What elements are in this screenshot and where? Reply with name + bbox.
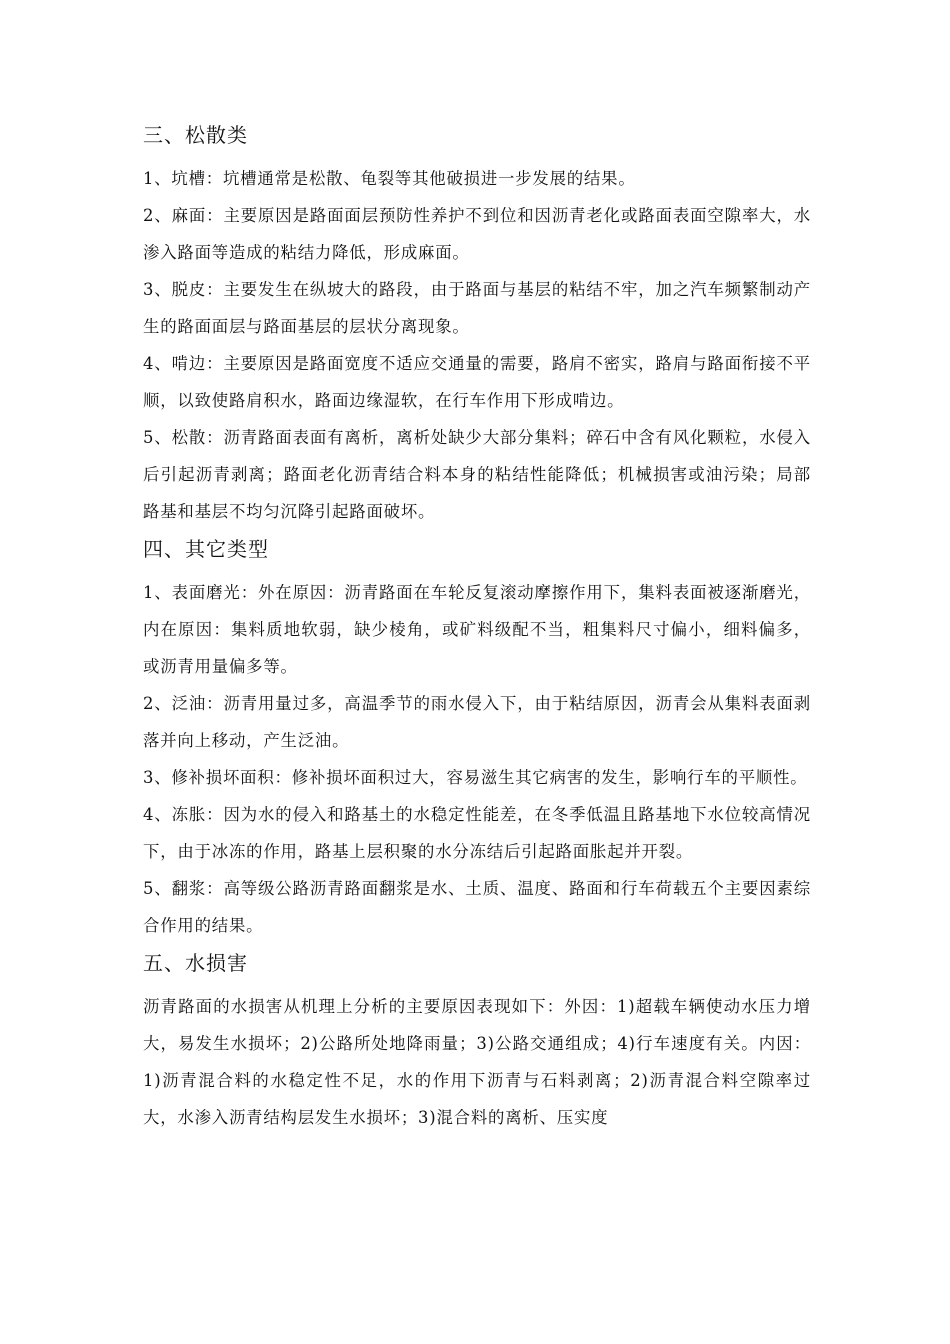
paragraph: 4、冻胀：因为水的侵入和路基土的水稳定性能差，在冬季低温且路基地下水位较高情况下，由于冰冻的作用，路基上层积聚的水分冻结后引起路面胀起并开裂。 (143, 805, 811, 861)
paragraph: 2、麻面：主要原因是路面面层预防性养护不到位和因沥青老化或路面表面空隙率大，水渗入路面等造成的粘结力降低，形成麻面。 (143, 206, 811, 262)
paragraph: 1、坑槽：坑槽通常是松散、龟裂等其他破损进一步发展的结果。 (143, 169, 636, 188)
document-body (143, 120, 811, 1136)
section-heading: 四、其它类型 (143, 537, 269, 561)
paragraph: 沥青路面的水损害从机理上分析的主要原因表现如下：外因：1)超载车辆使动水压力增大，易发生水损坏；2)公路所处地降雨量；3)公路交通组成；4)行车速度有关。内因：1)沥青混合料的水稳定性不足，水的作用下沥青与石料剥离；2)沥青混合料空隙率过大，水渗入沥青结构层发生水损坏；3)混合料的离析、压实度 (143, 997, 811, 1127)
paragraph: 3、脱皮：主要发生在纵坡大的路段，由于路面与基层的粘结不牢，加之汽车频繁制动产生的路面面层与路面基层的层状分离现象。 (143, 280, 811, 336)
section-loose (143, 120, 811, 530)
section-heading: 三、松散类 (143, 123, 248, 147)
section-heading: 五、水损害 (143, 951, 248, 975)
paragraph: 1、表面磨光：外在原因：沥青路面在车轮反复滚动摩擦作用下，集料表面被逐渐磨光，内在原因：集料质地软弱，缺少棱角，或矿料级配不当，粗集料尺寸偏小，细料偏多，或沥青用量偏多等。 (143, 583, 811, 676)
paragraph: 2、泛油：沥青用量过多，高温季节的雨水侵入下，由于粘结原因，沥青会从集料表面剥落并向上移动，产生泛油。 (143, 694, 811, 750)
section-water-damage (143, 948, 811, 1136)
paragraph: 4、啃边：主要原因是路面宽度不适应交通量的需要，路肩不密实，路肩与路面衔接不平顺，以致使路肩积水，路面边缘湿软，在行车作用下形成啃边。 (143, 354, 811, 410)
paragraph: 5、松散：沥青路面表面有离析，离析处缺少大部分集料；碎石中含有风化颗粒，水侵入后引起沥青剥离；路面老化沥青结合料本身的粘结性能降低；机械损害或油污染；局部路基和基层不均匀沉降引起路面破坏。 (143, 428, 811, 521)
paragraph: 5、翻浆：高等级公路沥青路面翻浆是水、土质、温度、路面和行车荷载五个主要因素综合作用的结果。 (143, 879, 811, 935)
paragraph: 3、修补损坏面积：修补损坏面积过大，容易滋生其它病害的发生，影响行车的平顺性。 (143, 768, 808, 787)
section-other-types (143, 534, 811, 944)
